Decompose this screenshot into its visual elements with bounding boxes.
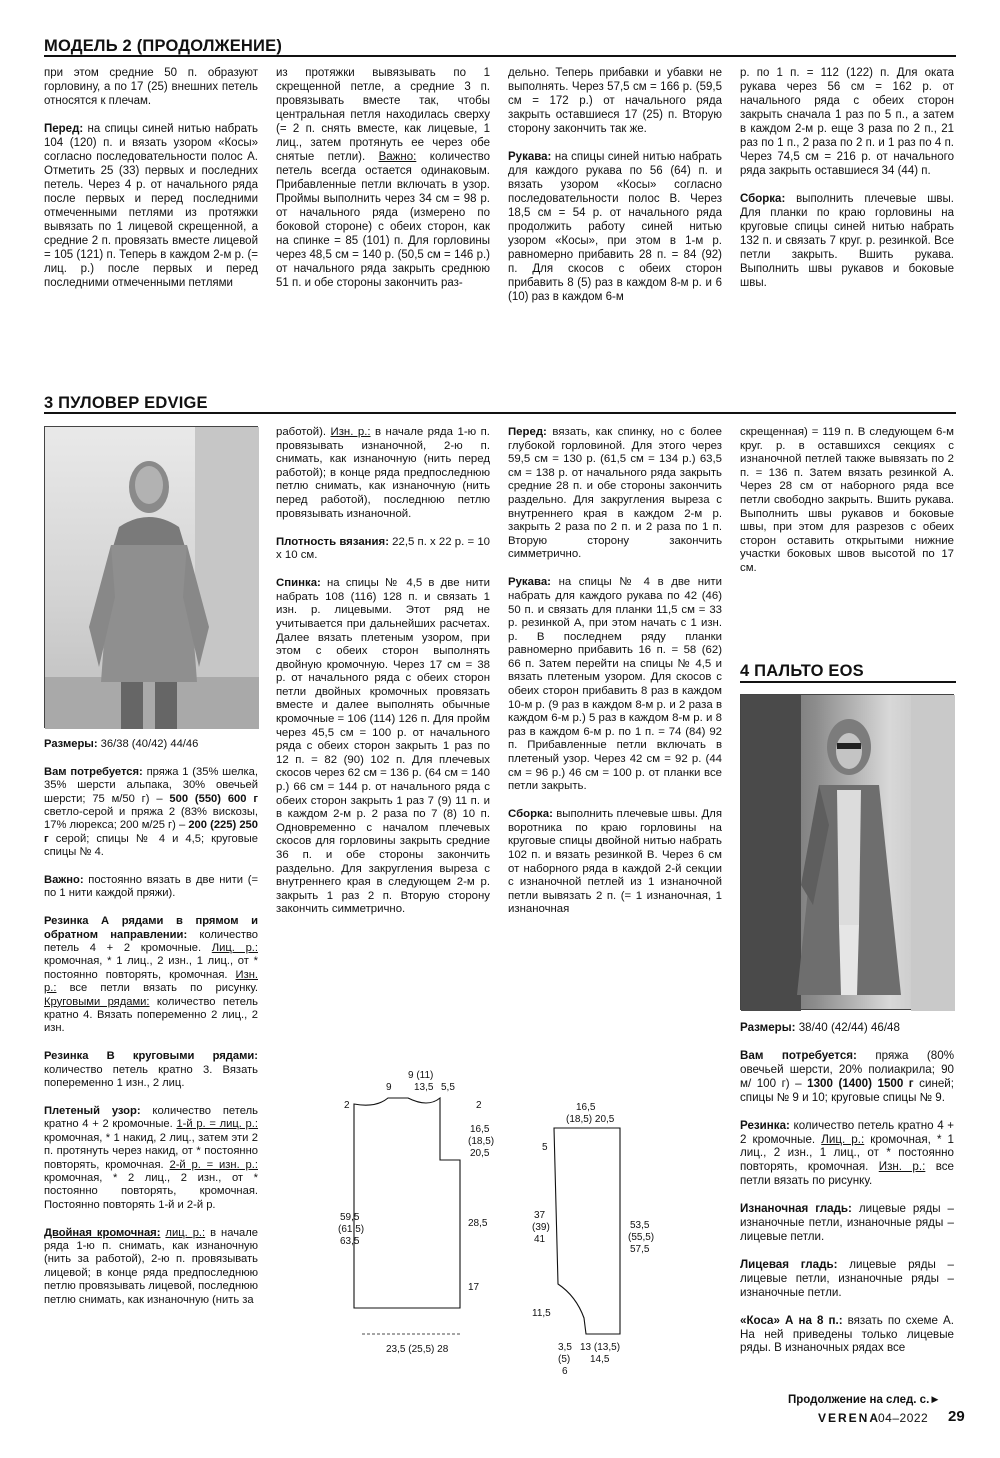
text: 200 (225) 250 г: [44, 819, 258, 845]
dim-label: 2: [344, 1100, 350, 1111]
text: кромочная, * 1 лиц., 2 изн., 1 лиц., от * постоянно повторять, кромочная.: [740, 1132, 954, 1174]
text: светло-серой и пряжа 2 (83% вискозы, 17% люрекса; 200 м/25 г) –: [44, 806, 258, 832]
magazine-name: VERENA: [818, 1411, 881, 1425]
text: количество петель 4 + 2 кромочные.: [44, 928, 258, 955]
text-column: [508, 66, 722, 304]
term: Лиц. р.:: [211, 942, 258, 955]
paragraph: [44, 874, 258, 901]
dim-label: (55,5): [628, 1232, 655, 1243]
paragraph: [740, 1021, 954, 1035]
text: кромочная, * 1 лиц., 2 изн., 1 лиц., от * постоянно повторять, кромочная.: [44, 955, 258, 981]
text: серой; спицы № 4 и 4,5; круговые спицы № 4.: [44, 832, 258, 859]
paragraph: [740, 192, 954, 290]
text: работой).: [276, 426, 331, 438]
term: Перед:: [44, 123, 84, 136]
text-column: [276, 426, 490, 1040]
text: количество петель кратно 3. Вязать попеременно 1 изн., 2 лиц.: [44, 1063, 258, 1090]
page-number: 29: [948, 1408, 965, 1425]
term: Размеры:: [740, 1021, 796, 1034]
dim-label: (5): [558, 1354, 571, 1365]
paragraph: [44, 766, 258, 860]
paragraph: [508, 150, 722, 304]
text: на спицы синей нитью набрать 104 (120) п. и вязать узором «Косы» согласно последовательности полос А. Отметить 25 (33) первых и последних петель. Через 4 р. от начального ряда после первых и перед последними отмеченными петлями из протяжки вывязать по 1 лицевой скрещенной, а средние 2 п. провязать вместе лицевой = 105 (121) п. Теперь в каждом 2-м р. (= лиц. р.) после первых и перед последними отмеченными петлями: [44, 123, 258, 290]
paragraph: [508, 576, 722, 794]
issue-number: 04–2022: [878, 1411, 929, 1425]
text: количество петель всегда остается одинаковым. Прибавленные петли включать в узор. Проймы выполнить через 34 см = 98 р. от начального ряда (измерено по боковой стороне) с обеих сторон, как на спинке = 85 (101) п. Для горловины через 48,5 см = 140 р. (50,5 см = 146 р.) от начального ряда закрыть среднюю 51 п. и обе стороны закончить раз-: [276, 151, 490, 289]
text: пряжа 1 (35% шелка, 35% шерсти альпака, 30% овечьей шерсти; 75 м/50 г) –: [44, 765, 258, 805]
schematic-sleeve: [524, 1100, 664, 1390]
paragraph: [44, 1105, 258, 1212]
paragraph: р. по 1 п. = 112 (122) п. Для оката рукава через 56 см = 162 р. от начального ряда с обеих сторон закрыть сначала 1 раз по 5 п., а затем в каждом 2-м р. еще 3 раза по 2 п., 21 раз по 1 п., 2 раза по 2 п. и 1 раз по 4 п. Через 74,5 см = 216 р. от начального ряда закрыть оставшиеся 34 (44) п.: [740, 67, 954, 177]
text: выполнить плечевые швы. Для планки по краю горловины на круговые спицы синей нитью набрать 132 п. и связать 7 круг. р. резинкой. Все петли закрыть. Вшить рукава. Выполнить швы рукавов и боковые швы.: [740, 193, 954, 290]
text-column: [740, 426, 954, 576]
text: на спицы № 4,5 в две нити набрать 108 (116) 128 п. и связать 1 изн. р. лицевыми. Этот ряд не учитывается при дальнейших расчетах. Далее вязать плетеным узором, при этом с обеих сторон выполнять двойную кромочную. Через 17 см = 38 р. от начального ряда с обеих сторон петли двойных кромочных провязать вместе и далее выполнять обычные кромочные = 106 (114) 126 п. Для пройм через 45,5 см = 100 р. от начального ряда с обеих сторон закрыть 1 раз по 12 п. = 82 (90) 102 п. Для плечевых скосов через 62 см = 136 р. (64 см = 140 р.) 66 см = 144 р. от начального ряда с обеих сторон закрыть 1 раз 7 (9) 11 п. и в каждом 2-м р. 2 раза по 7 (8) 10 п. Одновременно с началом плечевых скосов для горловины закрыть средние 36 п. и обе стороны закончить раздельно. Для закругления выреза с внутреннего края в следующем 2-м р. закрыть 1 раз 2 п. Вторую сторону закончить симметрично.: [276, 577, 490, 916]
text: все петли вязать по рисунку.: [56, 982, 258, 995]
term: Лицевая гладь:: [740, 1257, 838, 1271]
dim-label: 63,5: [340, 1236, 360, 1247]
term: Двойная кромочная:: [44, 1226, 161, 1239]
text: постоянно вязать в две нити (= по 1 нити каждой пряжи).: [44, 874, 258, 900]
dim-label: 23,5 (25,5) 28: [386, 1344, 449, 1355]
text: выполнить плечевые швы. Для воротника по краю горловины на круговые спицы двойной нитью набрать 102 п. и вязать резинкой В. Через 6 см от наборного ряда в каждой 2-й секции с изнаночной петлей из 1 изнаночной петли вывязать 2 п. (= 1 изнаночная, 1 изнаночная: [508, 808, 722, 916]
text: из протяжки вывязывать по 1 скрещенной петле, а средние 3 п. провязывать вместе так, чтобы центральная петля находилась сверху (= 2 п. снять вместе, как лицевые, 1 лиц., затем протянуть ее через обе снятые петли).: [276, 67, 490, 163]
term: Перед:: [508, 426, 547, 438]
paragraph: [740, 1258, 954, 1299]
text: количество петель кратно 4 + 2 кромочные.: [740, 1118, 954, 1146]
text: 38/40 (42/44) 46/48: [795, 1021, 900, 1034]
term: 1-й р. = лиц. р.:: [176, 1118, 258, 1131]
term: Вам потребуется:: [740, 1049, 857, 1063]
continued-note: Продолжение на след. с.►: [788, 1394, 941, 1406]
dim-label: (18,5): [468, 1136, 495, 1147]
body-outline: [354, 1098, 460, 1308]
term: Рукава:: [508, 151, 552, 164]
text: 1300 (1400) 1500 г: [807, 1076, 914, 1090]
text: вязать по схеме А. На ней приведены только лицевые ряды. В изнаночных рядах все: [740, 1313, 954, 1355]
term: 2-й р. = изн. р.:: [169, 1158, 258, 1171]
dim-label: 17: [468, 1282, 480, 1293]
text: 36/38 (40/42) 44/46: [97, 738, 199, 750]
term: Спинка:: [276, 577, 321, 590]
term: Круговыми рядами:: [44, 995, 150, 1008]
text-column: [44, 738, 258, 1414]
term: Плетеный узор:: [44, 1104, 141, 1117]
dim-label: 41: [534, 1234, 546, 1245]
paragraph: [740, 1049, 954, 1104]
paragraph: [276, 536, 490, 563]
section-rule: [740, 681, 956, 683]
dim-label: 5: [542, 1142, 548, 1153]
dim-label: 37: [534, 1210, 546, 1221]
dim-label: 20,5: [470, 1148, 490, 1159]
sleeve-outline: [554, 1128, 620, 1334]
term: Резинка В круговыми рядами:: [44, 1050, 258, 1063]
term: лиц. р.:: [165, 1226, 206, 1239]
paragraph: [508, 808, 722, 917]
paragraph: [44, 738, 258, 751]
section-rule: [44, 55, 956, 57]
term: Изн. р.:: [330, 426, 371, 438]
text: кромочная, * 1 накид, 2 лиц., затем эти 2 п. протянуть через накид, от * постоянно повторять, кромочная.: [44, 1131, 258, 1171]
text-column: [508, 426, 722, 1040]
text: кромочная, * 2 лиц., 2 изн., от * постоянно повторять, кромочная. Постоянно повторять 1-й и 2-й р.: [44, 1171, 258, 1211]
term: Изн. р.:: [44, 968, 258, 995]
dim-label: 9: [386, 1082, 392, 1093]
section-title-edvige: 3 ПУЛОВЕР EDVIGE: [44, 394, 208, 412]
text: в начале ряда 1-ю п. снимать, как изнаночную (нить за работой), 2-ю п. провязывать лицевой; в конце ряда предпоследнюю петлю провязывать лицевой, последнюю петлю снимать, как изнаночную (нить за: [44, 1226, 258, 1306]
section-rule: [44, 412, 956, 414]
dim-label: 5,5: [441, 1082, 455, 1093]
text: пряжа (80% овечьей шерсти, 20% полиакрила; 90 м/ 100 г) –: [740, 1049, 954, 1090]
dim-label: (39): [532, 1222, 550, 1233]
term: Изнаночная гладь:: [740, 1202, 852, 1216]
photo-edvige: [44, 426, 258, 728]
term: «Коса» А на 8 п.:: [740, 1313, 843, 1327]
term: Резинка А рядами в прямом и обратном направлении:: [44, 915, 258, 941]
paragraph: [276, 426, 490, 521]
paragraph: [44, 1227, 258, 1307]
paragraph: [276, 66, 490, 290]
text: на спицы синей нитью набрать для каждого рукава по 56 (64) п. и вязать узором «Косы» согласно последовательности полос В. Через 18,5 см = 54 р. от начального ряда продолжить работу синей нитью узором «Косы», при этом в 1-м р. равномерно прибавить 28 п. = 84 (92) п. Для скосов с обеих сторон прибавить 8 (5) раз в каждом 8-м р. и 6 (10) раз в каждом 6-м: [508, 151, 722, 304]
paragraph: [44, 915, 258, 1036]
section-title-model2: МОДЕЛЬ 2 (ПРОДОЛЖЕНИЕ): [44, 37, 283, 55]
paragraph: [508, 426, 722, 562]
photo-eos: [740, 694, 954, 1010]
dim-label: 6: [562, 1366, 568, 1377]
text-column: [740, 1021, 954, 1393]
text: вязать, как спинку, но с более глубокой горловиной. Для этого через 59,5 см = 130 р. (61,5 см = 134 р.) 63,5 см = 138 р. от начального ряда закрыть средние 28 п. и обе стороны закончить раздельно. Для закругления выреза с внутреннего края в каждом 2-м р. закрыть 2 раза по 2 п. и 2 раза по 1 п. Вторую сторону закончить симметрично.: [508, 426, 722, 561]
section-title-eos: 4 ПАЛЬТО EOS: [740, 662, 864, 680]
term: Резинка:: [740, 1118, 790, 1132]
dim-label: 9 (11): [408, 1070, 434, 1081]
text: количество петель кратно 4. Вязать попеременно 2 лиц., 2 изн.: [44, 995, 258, 1035]
dim-label: 3,5: [558, 1342, 572, 1353]
term: Важно:: [378, 151, 417, 163]
schematic-body: [336, 1068, 506, 1368]
text: количество петель кратно 4 + 2 кромочные.: [44, 1104, 258, 1131]
dim-label: 28,5: [468, 1218, 488, 1229]
term: Размеры:: [44, 738, 98, 750]
term: Изн. р.:: [878, 1160, 926, 1174]
text: все петли вязать по рисунку.: [740, 1160, 954, 1187]
paragraph: [44, 1050, 258, 1090]
term: Лиц. р.:: [821, 1132, 865, 1146]
photo-eos-figure: [741, 695, 955, 1011]
dim-label: 57,5: [630, 1244, 650, 1255]
dim-label: 59,5: [340, 1212, 360, 1223]
term: Плотность вязания:: [276, 535, 389, 548]
dim-label: 14,5: [590, 1354, 610, 1365]
text-column: [276, 66, 490, 290]
term: Важно:: [44, 874, 84, 887]
paragraph: [740, 1314, 954, 1355]
dim-label: 16,5: [576, 1102, 596, 1113]
text: на спицы № 4 в две нити набрать для каждого рукава по 42 (46) 50 п. и связать для планки 11,5 см = 33 р. резинкой А, при этом начать с 1 изн. р. В последнем ряду планки равномерно прибавить 16 п. = 58 (62) 66 п. Затем перейти на спицы № 4,5 и вязать плетеным узором. Для скосов с обеих сторон прибавить 8 раз в каждом 10-м р. (9 раз в каждом 8-м р. и 2 раза в каждом 6-м р.) 5 раз в каждом 8-м р. и 8 раз в каждом 6-м р. по 1 п. = 74 (84) 92 п. Прибавленные петли включать в плетеный узор. Через 42 см = 92 р. (44 см = 96 р.) 46 см = 100 р. от планки все петли закрыть.: [508, 576, 722, 793]
term: Сборка:: [740, 193, 786, 206]
dim-label: (18,5) 20,5: [566, 1114, 615, 1125]
text-column: [44, 66, 258, 290]
dim-label: 16,5: [470, 1124, 490, 1135]
paragraph: скрещенная) = 119 п. В следующем 6-м круг. р. в оставшихся секциях с изнаночной петлей также вывязать по 2 п. = 136 п. Затем вязать резинкой А. Через 28 см от наборного ряда все петли свободно закрыть. Вшить рукава. Выполнить швы рукавов и боковые швы, при этом для разрезов с обеих сторон оставить открытыми нижние участки боковых швов высотой по 17 см.: [740, 426, 954, 574]
text: лицевые ряды – изнаночные петли, изнаночные ряды – лицевые петли.: [740, 1202, 954, 1243]
paragraph: [740, 1202, 954, 1243]
paragraph: дельно. Теперь прибавки и убавки не выполнять. Через 57,5 см = 166 р. (59,5 см = 172 р.) от начального ряда закрыть оставшиеся 17 (25) п. Вторую сторону закончить так же.: [508, 67, 722, 135]
dim-label: 13,5: [414, 1082, 434, 1093]
paragraph: [740, 1119, 954, 1188]
paragraph: при этом средние 50 п. образуют горловину, а по 17 (25) внешних петель относятся к плечам.: [44, 67, 258, 107]
dim-label: 11,5: [532, 1308, 551, 1319]
dim-label: 2: [476, 1100, 482, 1111]
text: синей; спицы № 9 и 10; круговые спицы № 9.: [740, 1076, 954, 1104]
term: Рукава:: [508, 576, 551, 589]
text: лицевые ряды – лицевые петли, изнаночные ряды – изнаночные петли.: [740, 1257, 954, 1299]
text-column: [740, 66, 954, 290]
text: 500 (550) 600 г: [169, 792, 258, 805]
text: в начале ряда 1-ю п. провязывать изнаночной, 2-ю п. снимать, как изнаночную (нить перед работой); в конце ряда предпоследнюю петлю снимать, как изнаночную (нить перед работой), последнюю петлю провязывать изнаночной.: [276, 426, 490, 520]
term: Вам потребуется:: [44, 765, 143, 778]
dim-label: (61,5): [338, 1224, 365, 1235]
term: Сборка:: [508, 808, 553, 821]
dim-label: 13 (13,5): [580, 1342, 621, 1353]
paragraph: [276, 577, 490, 917]
photo-edvige-figure: [45, 427, 259, 729]
dim-label: 53,5: [630, 1220, 650, 1231]
text: 22,5 п. х 22 р. = 10 х 10 см.: [276, 535, 490, 562]
paragraph: [44, 122, 258, 290]
